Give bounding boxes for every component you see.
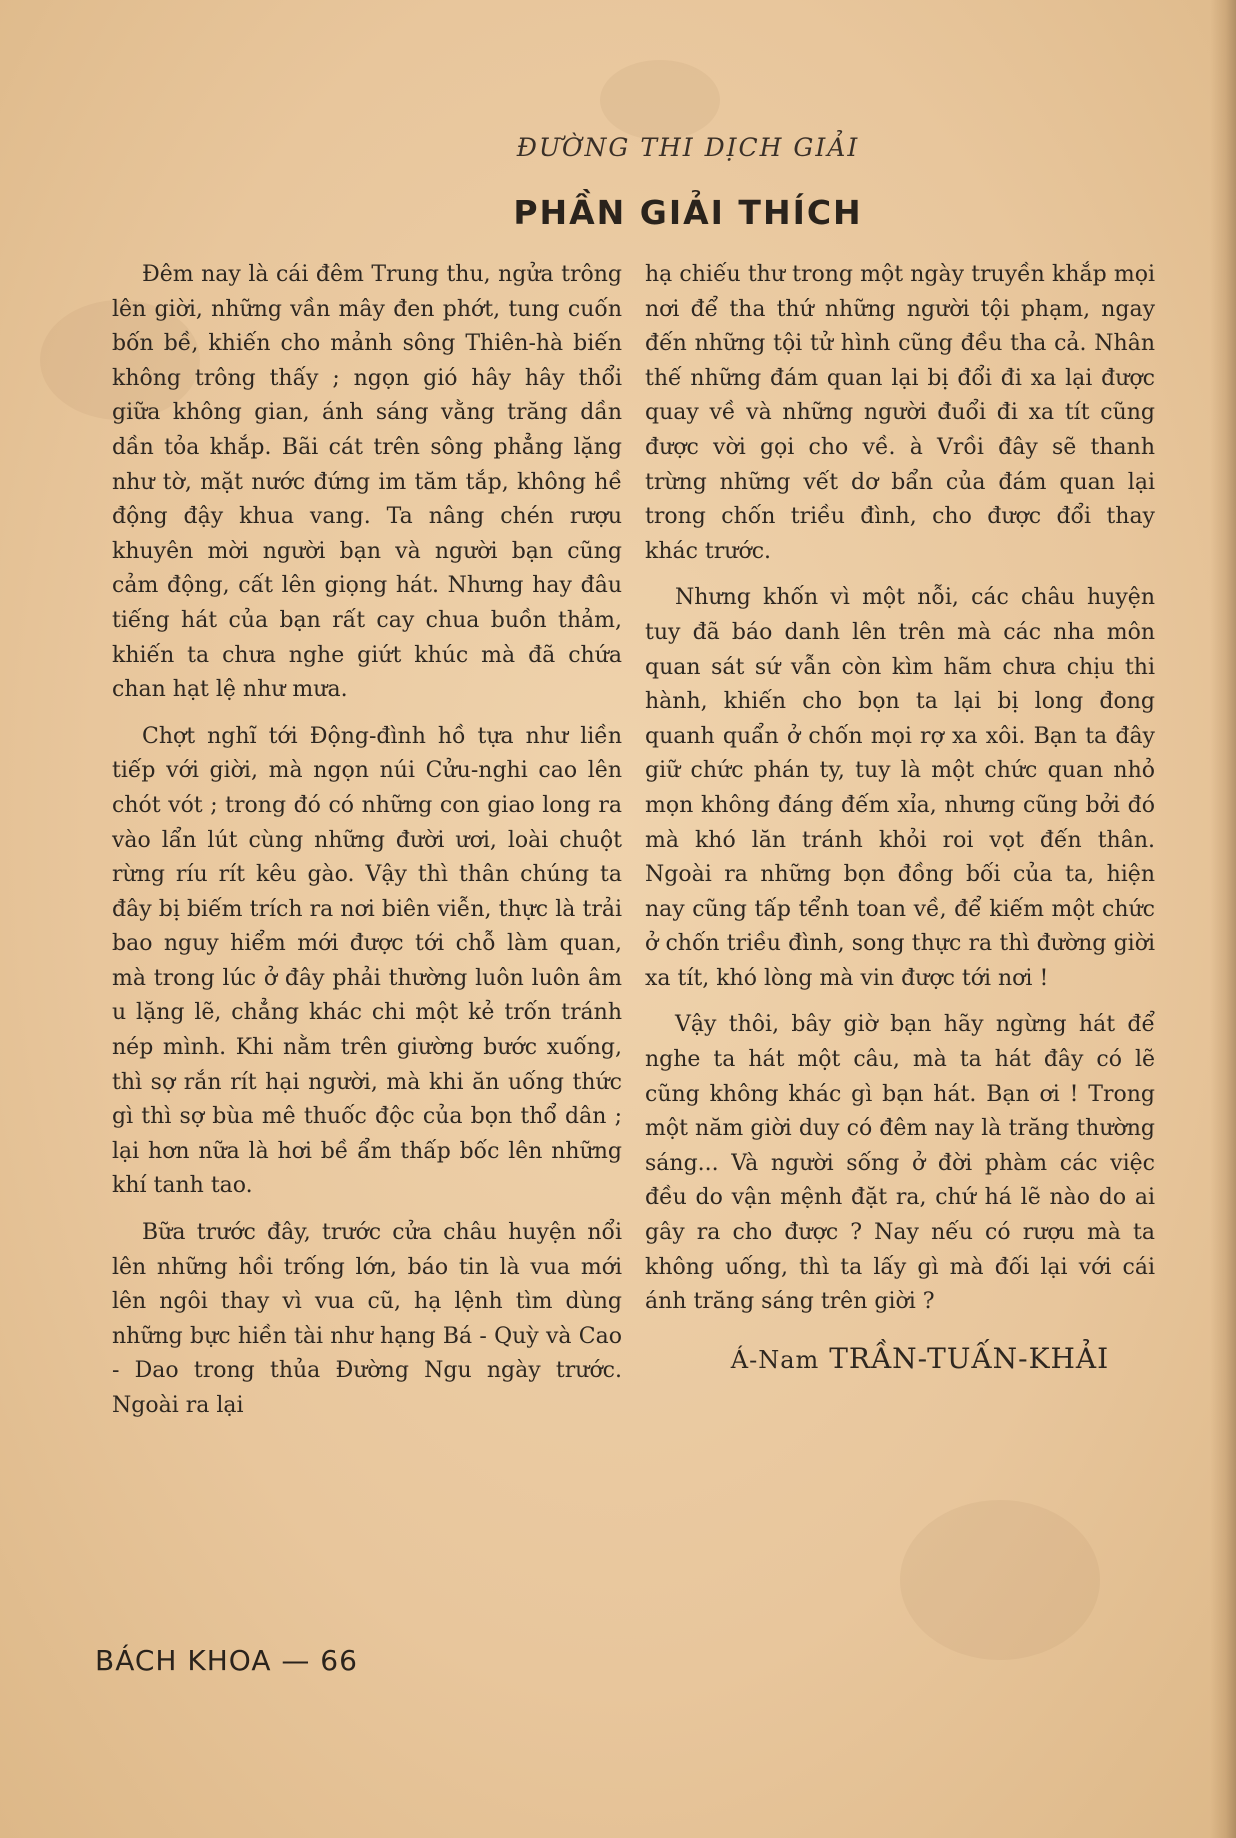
paragraph: Đêm nay là cái đêm Trung thu, ngửa trông lên giời, những vần mây đen phớt, tung cuốn bốn bề, khiến cho mảnh sông Thiên-hà biến không trông thấy ; ngọn gió hây hây thổi giữa không gian, ánh sáng vằng trăng dần dần tỏa khắp. Bãi cát trên sông phẳng lặng như tờ, mặt nước đứng im tăm tắp, không hề động đậy khua vang. Ta nâng chén rượu khuyên mời người bạn và người bạn cũng cảm động, cất lên giọng hát. Nhưng hay đâu tiếng hát của bạn rất cay chua buồn thảm, khiến ta chưa nghe giứt khúc mà đã chứa chan hạt lệ như mưa.: [112, 262, 622, 703]
paper-stain: [600, 60, 720, 140]
left-column: [112, 258, 622, 1436]
paragraph: Vậy thôi, bây giờ bạn hãy ngừng hát để nghe ta hát một câu, mà ta hát đây có lẽ cũng không khác gì bạn hát. Bạn ơi ! Trong một năm giời duy có đêm nay là trăng thường sáng... Và người sống ở đời phàm các việc đều do vận mệnh đặt ra, chứ há lẽ nào do ai gây ra cho được ? Nay nếu có rượu mà ta không uống, thì ta lấy gì mà đối lại với cái ánh trăng sáng trên giời ?: [645, 1012, 1155, 1315]
paragraph: Nhưng khốn vì một nỗi, các châu huyện tuy đã báo danh lên trên mà các nha môn quan sát sứ vẫn còn kìm hãm chưa chịu thi hành, khiến cho bọn ta lại bị long đong quanh quẩn ở chốn mọi rợ xa xôi. Bạn ta đây giữ chức phán ty, tuy là một chức quan nhỏ mọn không đáng đếm xỉa, nhưng cũng bởi đó mà khó lăn tránh khỏi roi vọt đến thân. Ngoài ra những bọn đồng bối của ta, hiện nay cũng tấp tểnh toan về, để kiếm một chức ở chốn triều đình, song thực ra thì đường giời xa tít, khó lòng mà vin được tới nơi !: [645, 585, 1155, 991]
paragraph: Chợt nghĩ tới Động-đình hồ tựa như liền tiếp với giời, mà ngọn núi Cửu-nghi cao lên chót vót ; trong đó có những con giao long ra vào lẩn lút cùng những đười ươi, loài chuột rừng ríu rít kêu gào. Vậy thì thân chúng ta đây bị biếm trích ra nơi biên viễn, thực là trải bao nguy hiểm mới được tới chỗ làm quan, mà trong lúc ở đây phải thường luôn luôn âm u lặng lẽ, chẳng khác chi một kẻ trốn tránh nép mình. Khi nằm trên giường bước xuống, thì sợ rắn rít hại người, mà khi ăn uống thức gì thì sợ bùa mê thuốc độc của bọn thổ dân ; lại hơn nữa là hơi bề ẩm thấp bốc lên những khí tanh tao.: [112, 723, 622, 1199]
author-prefix: Á-Nam: [730, 1345, 820, 1374]
page-edge-shadow: [1210, 0, 1236, 1838]
paragraph: hạ chiếu thư trong một ngày truyền khắp mọi nơi để tha thứ những người tội phạm, ngay đến những tội tử hình cũng đều tha cả. Nhân thế những đám quan lại bị đổi đi xa lại được quay về và những người đuổi đi xa tít cũng được vời gọi cho về. à Vrồi đây sẽ thanh trừng những vết dơ bẩn của đám quan lại trong chốn triều đình, cho được đổi thay khác trước.: [645, 262, 1155, 564]
paragraph: Bữa trước đây, trước cửa châu huyện nổi lên những hồi trống lớn, báo tin là vua mới lên ngôi thay vì vua cũ, hạ lệnh tìm dùng những bực hiền tài như hạng Bá - Quỳ và Cao - Dao trong thủa Đường Ngu ngày trước. Ngoài ra lại: [112, 1220, 622, 1418]
author-signature: [645, 1342, 1155, 1378]
section-title: PHẦN GIẢI THÍCH: [513, 193, 863, 232]
paper-stain: [900, 1500, 1100, 1660]
page-footer: BÁCH KHOA — 66: [95, 1644, 358, 1677]
author-name: TRẦN-TUẤN-KHẢI: [829, 1341, 1110, 1375]
running-header: ĐƯỜNG THI DỊCH GIẢI: [516, 133, 860, 162]
right-column: [645, 258, 1155, 1377]
